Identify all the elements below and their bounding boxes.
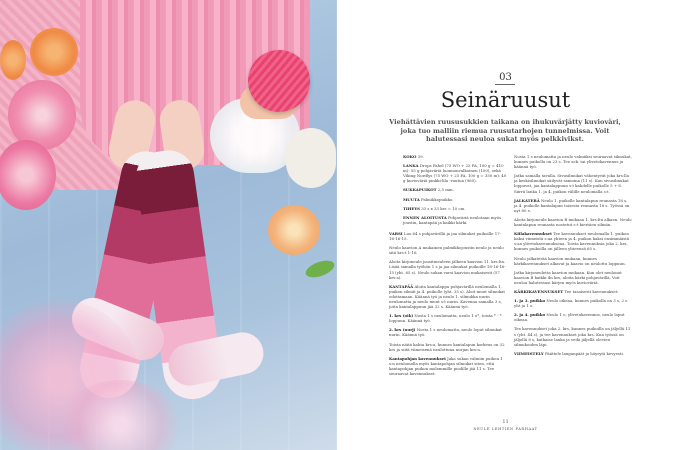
article-title: Seinäruusut [440,88,571,112]
paragraph: Kiilakavennukset Tee kavennukset neulomalla 1. puikon kaksi viimeistä s:aa yhteen ja 4. puikon kaksi ensimmäistä s:aa ylivetokavennuksena. Toista kavennuksia joka 2. krs, kunnes puikoilla on jälleen yhteensä 65 s. [514,231,630,252]
paragraph: Kantapohjan kavennukset Jaka sukan valmiin puikon 1 s:n neulomalla myös kantapohjan silmukat siten, että kantapohjan puikon molemmille puolille jää 11 s. Tee seuraavat kavennukset. [389,355,503,376]
paragraph: VIIMEISTELY Päättele langanpäät ja höyrytä kevyesti. [514,350,624,356]
paragraph: 1. krs (oik) Nosta 1 s neulomatta, neulo 1 o*, toista * - * loppuun. Käännä työ. [389,313,502,324]
spec-item: TIHEYS 33 s x 33 krs = 10 cm. [403,205,466,211]
paragraph: Nosta 1 s neulomatta ja neulo valmiiksi seuraavat silmukat, kunnes puikolla on 23 s. Tee sek. tai ylivetokavennus ja käännä työ. [514,154,632,170]
paragraph: 2. krs (nurj) Nosta 1 s neulomatta, neulo loput silmukat nurin. Käännä työ. [389,327,502,338]
pattern-page [337,0,674,450]
paragraph: Neulo jalkaterää kaavion mukaan, kunnes kärkikavennukset alkavat ja kaavio on neulottu loppuun. [514,255,626,266]
spec-item: LANKA Drops Fabel (75 WO + 25 PA, 100 g = 410 m): 55 g pohjaväriä luonnonvalkoinen (100), sekä Viking Nordlys (75 WO + 25 PA, 100 g = 350 m): 40 g kuvioväriä pinkki-lila -ruutua (960). [403,163,507,184]
spec-list [403,154,507,225]
magazine-name: NEULE LEHTIEN PARHAAT [473,427,538,431]
peach-rose [268,205,320,255]
divider [495,84,515,85]
paragraph: Aloita kirjoneule jousitineuleen jälkeen kaavion 11. krs:lta. Lisää samalla työhön 1 s ja jaa silmukat puikoille 18-16-16-15 (yht. 65 s). Neulo sukan varsi kaavion mukaisesti (57 krs:a). [389,259,506,280]
orange-rose [30,28,78,76]
paragraph: Jatka kirjoneuletta kaavion mukaan. Kun olet neulonut kaavion B kaikki 4n krs, aloita kärki pohjavärillä. Voit neuloa halutessasi kärjen myös kuvioväriä. [514,269,622,285]
pink-yarn-ball [248,50,310,112]
paragraph: 1. ja 3. puikko Neulo oikeaa, kunnes puikolla on 3 s, 2 o yht ja 1 o. [514,298,628,309]
spec-item: MUUTA Palmikkopuikko. [403,196,454,202]
text-column-1 [389,154,507,380]
spec-item: SUKKAPUIKOT 2,5 mm. [403,187,454,193]
paragraph: Jatka samalla tavalla. Sivusilmukat vähentyvät joka krs:lla ja keskisilmukat säilyvät samoina (11 s). Kun sivusilmukat loppuvat, jaa kantalappuun s:t kahdelle puikolle 5 + 6. Siirrä lanka 1. ja 4. puikon välille neulomalla s:t. [514,173,629,194]
paragraph: JALKATERÄ Neulo 1. puikolle kantalapun reunasta 18 s, ja 4. puikolle kantalapun toisesta reunasta 18 s. Työssä on nyt 80 s. [514,197,630,213]
paragraph: Toista näitä kahta krs:a, kunnes kantalapun korkeus on 32 krs ja siitä viimeisenä neulottuna nurjan krs:n. [389,341,505,352]
page-number: 11 [502,419,509,425]
paragraph: VARSI Luo 64 s pohjavärillä ja jaa silmukat puikoille 17-16-16-15. [389,230,501,242]
paragraph: KANTAPÄÄ Aloita kantalappu pohjavärillä neulomalla 1. puikon silmät ja 4. puikolle (yht. 35 s). Aloit muut silmukat odottamaan. Käännä työ ja neulo 1. silmukka nurin neulomatta ja neulo muut s:t nurin. Kavenna samalla 3 s, jotta kantalappuun jää 32 s. Käännä työ. [389,283,505,310]
paragraph: Neulo kaavion A mukainen palmikkojoustin neulo ja neulo sitä krs:t 1-16. [389,245,504,256]
pink-rose [8,80,76,150]
paragraph: 2. ja 4. puikko Neulo 1 o, ylivetokavennus, neulo loput oikeaa. [514,312,625,323]
article-number: 03 [499,72,512,83]
spec-item: KOKO 39. [403,154,424,159]
spec-item: ENNEN ALOITUSTA Pohjaväriä neulotaan myös joustin, kantapää ja kaikki kärki. [403,214,502,225]
article-lead: Viehättävien ruususukkien taikana on ihukuvärjätty kuvioväri, joka tuo malliin riemua ruusutarhojen tunnelmissa. Voit halutessasi neuloa sukat myös pelkkivikst. [389,118,621,144]
paragraph: Tee kavennukset joka 2. krs, kunnes puikoilla on jäljellä 11 s (yht. 44 s), ja tee kavennukset joka krs. Kun työssä on jäljellä 8 s, katkaise lanka ja vedä jäljellä olevien silmukoiden läpi. [514,326,631,347]
text-column-2 [514,154,632,360]
white-yarn-ball [286,128,336,188]
paragraph: Aloita kirjoneule kaavion B mukaan 1. krs:lta alkaen. Neulo kantalapun reunasta nostetut s:t kiertäen silmän. [514,216,632,228]
orange-rose [0,40,26,80]
paragraph: KÄRKIKAVENNUKSET Tee tasaisesti kavennukset: [514,288,619,294]
